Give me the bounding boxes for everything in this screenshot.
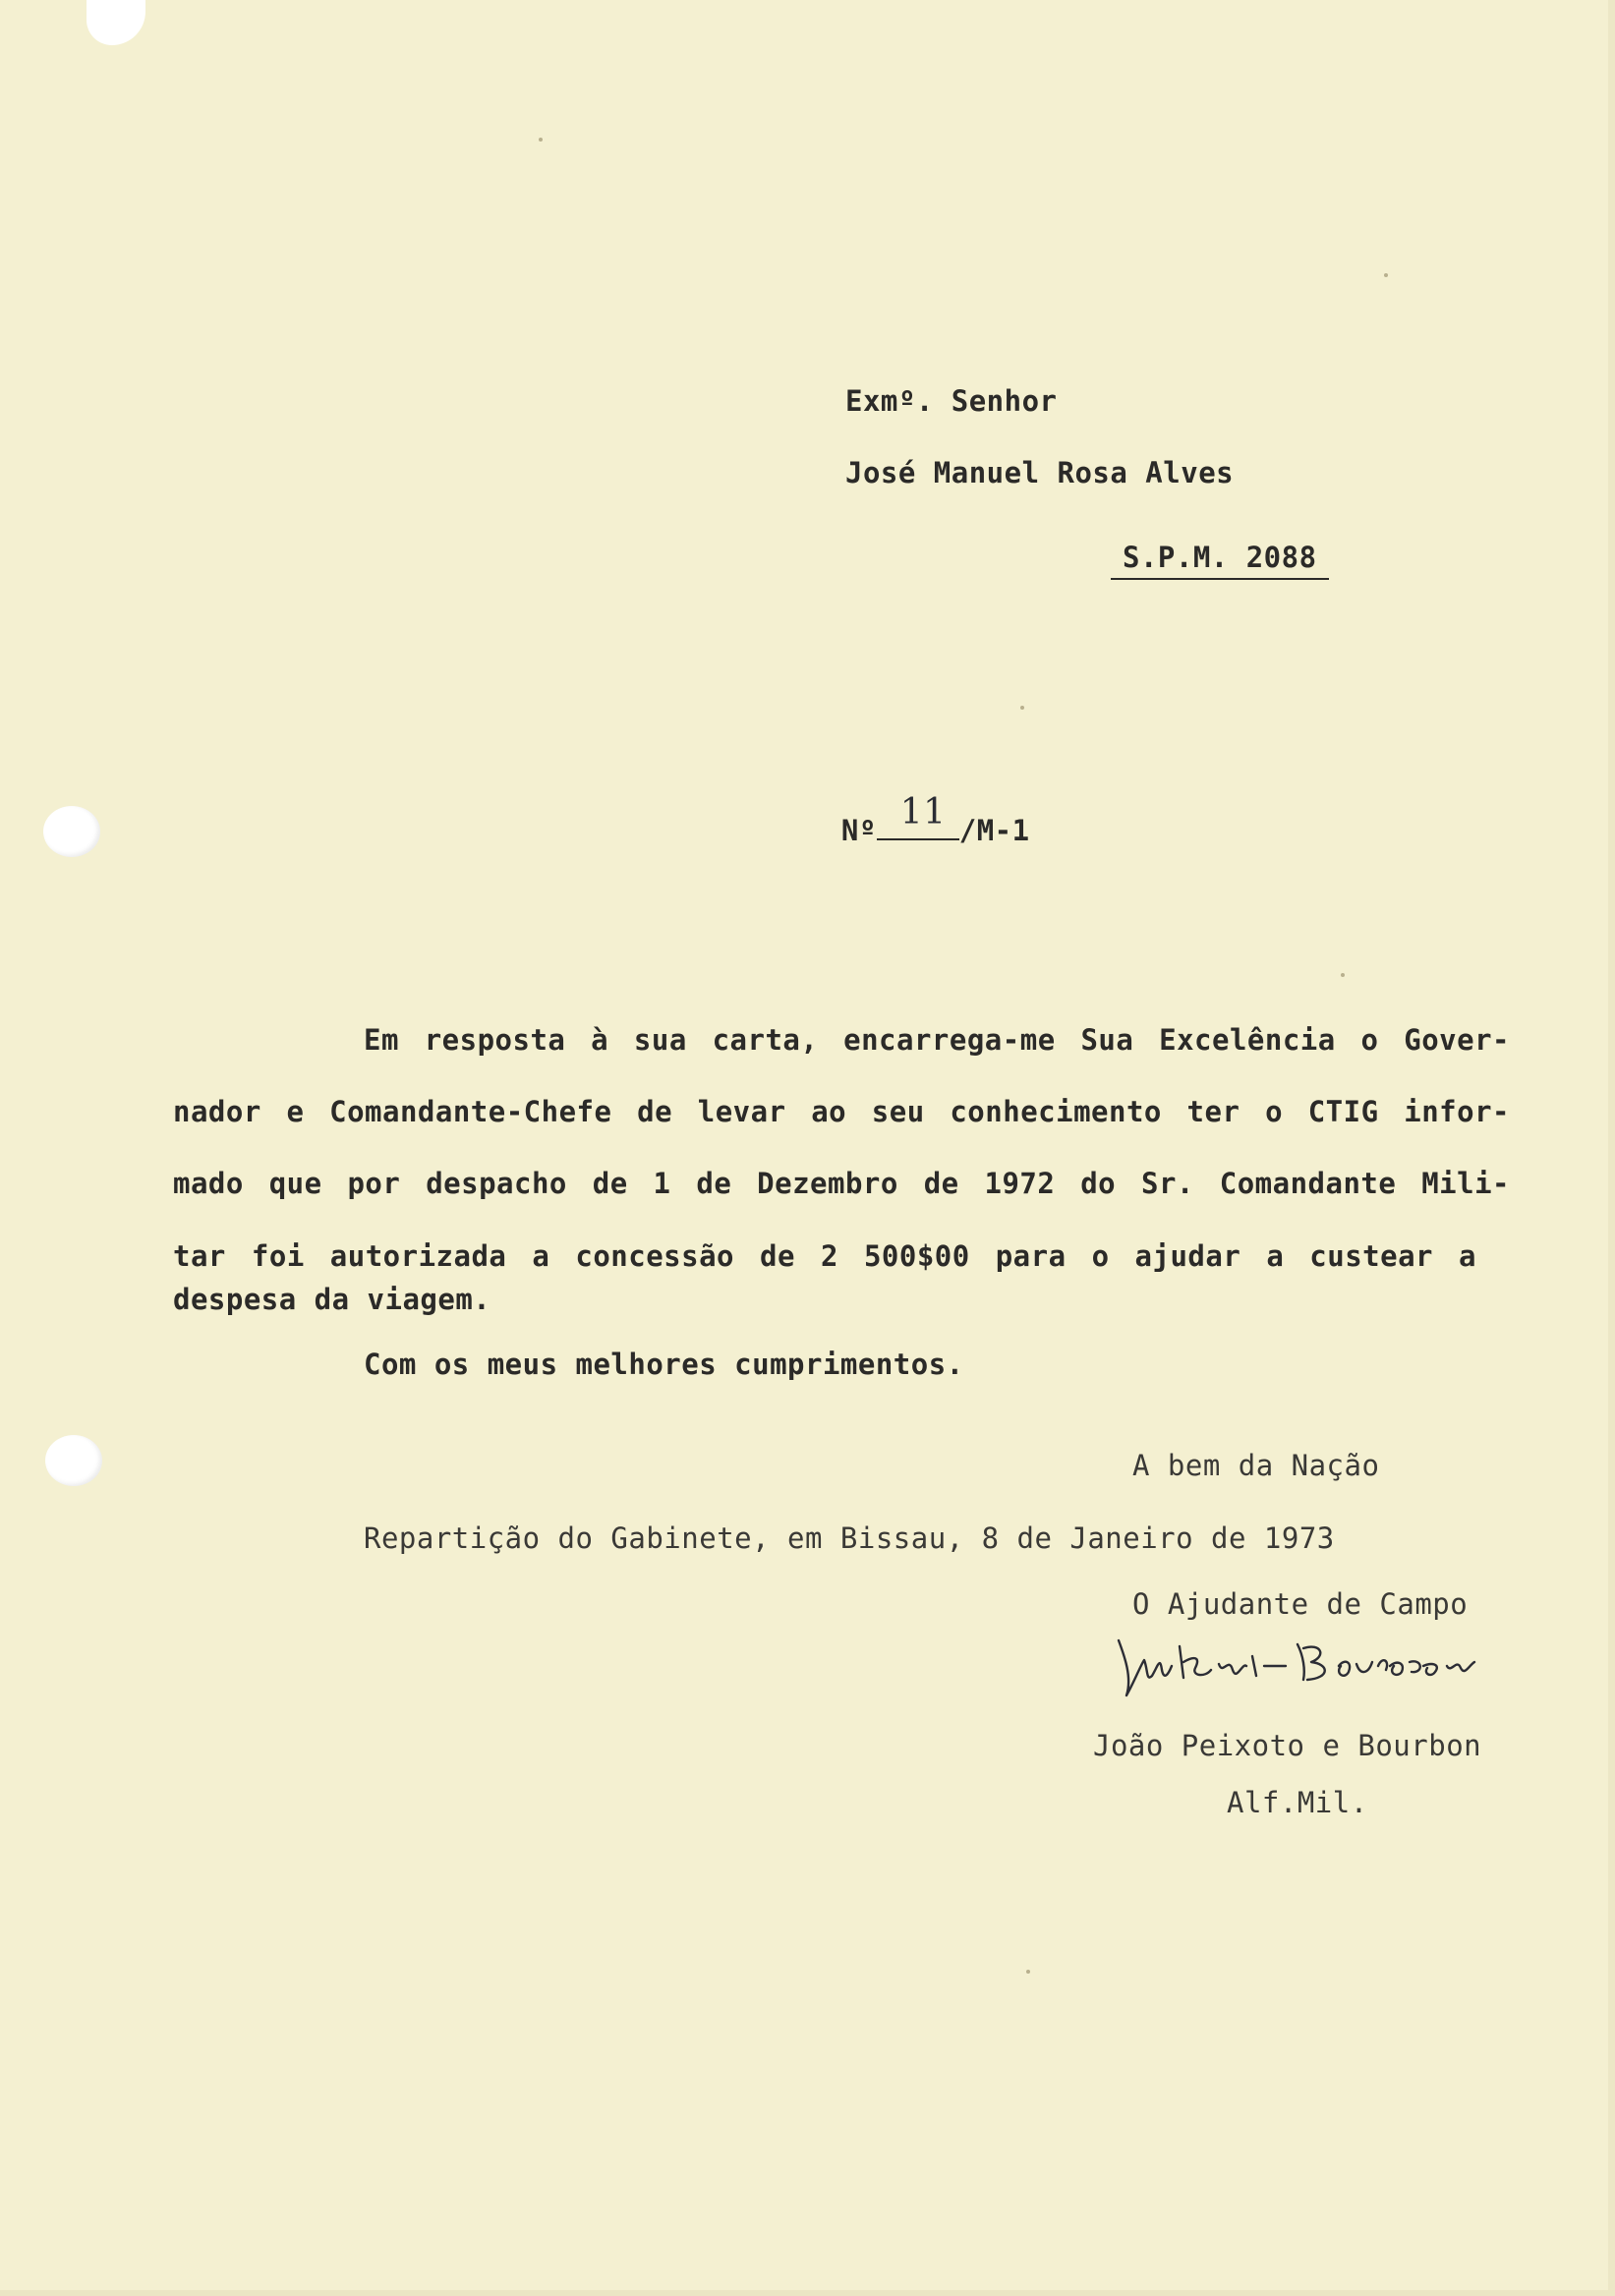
reference-blank [877, 792, 959, 840]
closing-line: Com os meus melhores cumprimentos. [364, 1348, 964, 1381]
role-title: O Ajudante de Campo [1132, 1587, 1469, 1621]
paper-speck [539, 138, 543, 142]
paper-speck [1384, 273, 1388, 277]
handwritten-signature [1111, 1627, 1494, 1709]
paper-speck [1341, 973, 1345, 977]
addressee-name: José Manuel Rosa Alves [845, 456, 1235, 489]
body-line-2: nador e Comandante-Chefe de levar ao seu conhecimento ter o CTIG infor- [173, 1095, 1510, 1128]
corner-tear [87, 0, 145, 45]
reference-prefix: Nº [840, 814, 877, 847]
signature-drawing [1111, 1627, 1494, 1705]
place-and-date: Repartição do Gabinete, em Bissau, 8 de Janeiro de 1973 [364, 1521, 1335, 1555]
paper-edge-right [1608, 0, 1615, 2296]
body-line-3: mado que por despacho de 1 de Dezembro de 1972 do Sr. Comandante Mili- [173, 1167, 1510, 1200]
paper-speck [1026, 1970, 1030, 1974]
punch-hole-top [43, 806, 100, 857]
punch-hole-bottom [45, 1435, 102, 1486]
paper-edge-bottom [0, 2290, 1615, 2296]
reference-suffix: /M-1 [958, 814, 1030, 847]
paper-speck [1020, 706, 1024, 710]
motto: A bem da Nação [1132, 1449, 1380, 1482]
body-line-5: despesa da viagem. [173, 1283, 491, 1316]
body-line-4: tar foi autorizada a concessão de 2 500$00 para o ajudar a custear a [173, 1239, 1476, 1273]
body-line-1: Em resposta à sua carta, encarrega-me Sua Excelência o Gover- [364, 1023, 1510, 1057]
salutation: Exmº. Senhor [845, 384, 1058, 418]
spm-number [1111, 541, 1329, 574]
signatory-rank: Alf.Mil. [1227, 1786, 1368, 1819]
spm-number-text: S.P.M. 2088 [1111, 541, 1329, 580]
reference-number [771, 786, 1030, 874]
signatory-name: João Peixoto e Bourbon [1093, 1729, 1482, 1762]
reference-handwritten-number: 11 [899, 792, 947, 832]
